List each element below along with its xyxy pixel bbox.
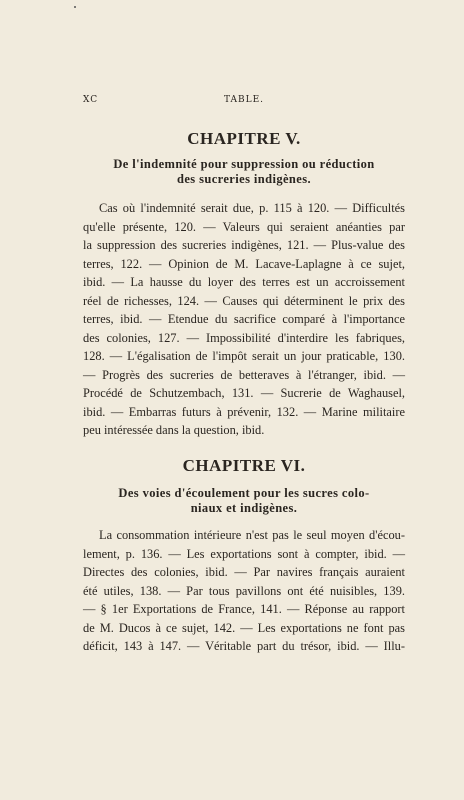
chapter-5-subtitle (90, 157, 398, 187)
text-line: terres, 122. — Opinion de M. Lacave-Laplagne à ce sujet, (83, 256, 405, 271)
running-header (83, 95, 405, 109)
chapter-5-title: CHAPITRE V. (187, 129, 301, 148)
text-line: des colonies, 127. — Impossibilité d'interdire les fabriques, (83, 330, 405, 345)
text-line: La consommation intérieure n'est pas le seul moyen d'écou- (99, 528, 405, 542)
text-line: la suppression des sucreries indigènes, 121. — Plus-value des (83, 238, 405, 252)
ink-speck (74, 6, 76, 8)
text-line: réel de richesses, 124. — Causes qui déterminent le prix des (83, 293, 405, 308)
text-line: de M. Ducos à ce sujet, 142. — Les exportations ne font pas (83, 620, 405, 635)
folio: XC (83, 95, 99, 105)
running-title: TABLE. (223, 95, 265, 105)
text-line: déficit, 143 à 147. — Véritable part du trésor, ibid. — Illu- (83, 639, 405, 653)
subtitle-line: Des voies d'écoulement pour les sucres colo- (118, 486, 370, 500)
text-line: ibid. — La hausse du loyer des terres est un accroissement (83, 275, 405, 289)
text-line: lement, p. 136. — Les exportations sont à compter, ibid. — (83, 546, 405, 561)
text-line: peu intéressée dans la question, ibid. (83, 423, 265, 437)
chapter-6-subtitle (90, 486, 398, 516)
text-line: Cas où l'indemnité serait due, p. 115 à 120. — Difficultés (99, 201, 405, 215)
chapter-6-title: CHAPITRE VI. (182, 456, 306, 475)
text-line: 128. — L'égalisation de l'impôt serait un jour praticable, 130. (83, 349, 405, 363)
chapter-5-summary (83, 199, 405, 440)
text-line: qu'elle présente, 120. — Valeurs qui seraient anéanties par (83, 219, 405, 234)
subtitle-line: niaux et indigènes. (190, 501, 298, 515)
text-line: Procédé de Schutzembach, 131. — Sucrerie de Waghausel, (83, 386, 405, 400)
subtitle-line: De l'indemnité pour suppression ou réduction (113, 157, 375, 171)
text-line: ibid. — Embarras futurs à prévenir, 132. — Marine militaire (83, 404, 405, 419)
text-line: — § 1er Exportations de France, 141. — Réponse au rapport (83, 602, 405, 616)
subtitle-line: des sucreries indigènes. (176, 172, 312, 186)
chapter-6-summary (83, 526, 405, 656)
text-line: été utiles, 138. — Par tous pavillons ont été nuisibles, 139. (83, 583, 405, 598)
text-line: — Progrès des sucreries de betteraves à l'étranger, ibid. — (83, 367, 405, 382)
text-line: Directes des colonies, ibid. — Par navires français auraient (83, 565, 405, 579)
text-line: terres, ibid. — Etendue du sacrifice comparé à l'importance (83, 312, 405, 326)
